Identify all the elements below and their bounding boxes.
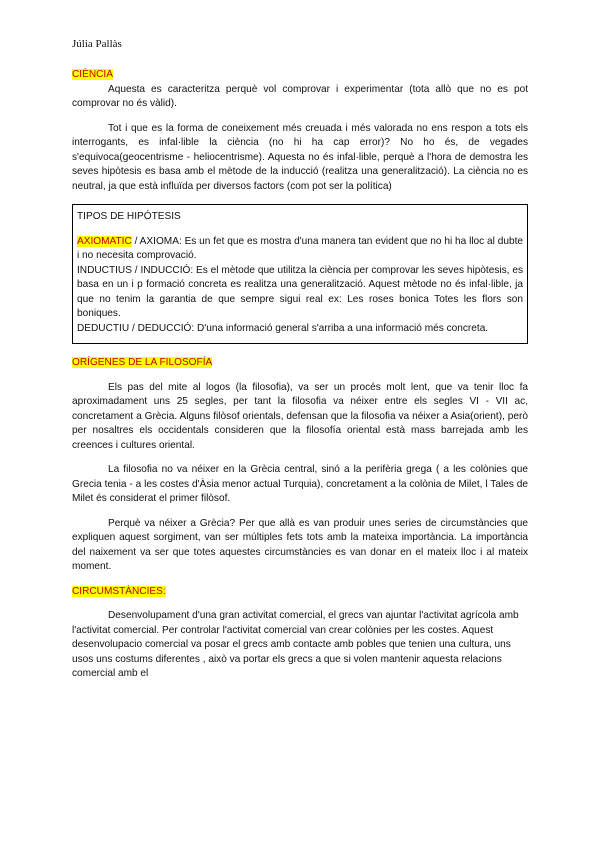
paragraph: La filosofia no va néixer en la Grècia central, sinó a la perifèria grega ( a les colònies que Grecia tenia - a les costes d'Àsia menor actual Turquia), concretament a la colònia de Milet, l Tales de Milet és considerat el primer filòsof. bbox=[72, 464, 528, 504]
box-title: TIPOS DE HIPÓTESIS bbox=[77, 211, 181, 222]
paragraph: Desenvolupament d'una gran activitat comercial, el grecs van ajuntar l'activitat agrícola amb l'activitat comercial. Per controlar l'activitat comercial van crear colònies per les costes. Aquest desenvolupacio comercial va posar el grecs amb contacte amb pobles que tenien una cultura, uns usos uns costums diferentes , això va portar els grecs a que si volen mantenir aquesta relacions comercial amb el bbox=[72, 610, 519, 679]
axiom-definition: AXIOMATIC / AXIOMA: Es un fet que es mostra d'una manera tan evident que no hi ha lloc al dubte i no necesita comprovació. bbox=[77, 235, 523, 261]
section-title-origenes: ORÍGENES DE LA FILOSOFÍA bbox=[72, 357, 213, 368]
paragraph: Tot i que es la forma de coneixement més creuada i més valorada no ens respon a tots els interrogants, es infal·lible la ciència (no hi ha cap error)? No ho és, de vegades s'equivoca(geocentrisme - heliocentrisme). Aquesta no és infal·lible, perquè a l'hora de demostra les seves hipòtesis es basa amb el mètode de la inducció (realitza una generalització). La ciència no es neutral, ja que està influïda per diversos factors (com pot ser la política) bbox=[72, 122, 528, 192]
deduction-definition: DEDUCTIU / DEDUCCIÓ: D'una informació general s'arriba a una informació més concreta. bbox=[77, 322, 489, 334]
axiom-label: AXIOMATIC bbox=[77, 235, 132, 247]
induction-definition: INDUCTIUS / INDUCCIÓ: Es el mètode que utilitza la ciència per comprovar les seves hipòtesis, es basa en un i p formació concreta es realitza una generalització. Aquest mètode no és infal·lible, ja que no tenim la garantia de que sempre sigui real ex: Les roses bonica Totes les flors son boniques. bbox=[77, 264, 523, 319]
paragraph: Perquè va néixer a Grècia? Per que allà es van produir unes series de circumstàncies que expliquen aquest sorgiment, van ser múltiples fets tots amb la mateixa importància. La importància del naixement va ser que totes aquestes circumstàncies es van donar en el mateix lloc i al mateix moment. bbox=[72, 517, 528, 572]
section-title-ciencia: CIÈNCIA bbox=[72, 69, 113, 80]
author-name: Júlia Pallàs bbox=[72, 38, 122, 50]
hypothesis-box bbox=[72, 204, 528, 344]
paragraph: Els pas del mite al logos (la filosofia), va ser un procés molt lent, que va tenir lloc fa aproximadament uns 25 segles, per tant la filosofia va néixer entre els segles VI - VII ac, concretament a Grècia. Alguns filòsof orientals, defensan que la filosofia va néixer a Asia(orient), però per nosaltres els occidentals consideren que la filosofía oriental està mass barrejada amb les creences i cultures oriental. bbox=[72, 381, 528, 451]
document-body bbox=[72, 68, 528, 682]
paragraph: Aquesta es caracteritza perquè vol comprovar i experimentar (tota allò que no es pot comprovar no és vàlid). bbox=[72, 83, 528, 109]
section-title-circumstancies: CIRCUMSTÀNCIES: bbox=[72, 585, 166, 597]
